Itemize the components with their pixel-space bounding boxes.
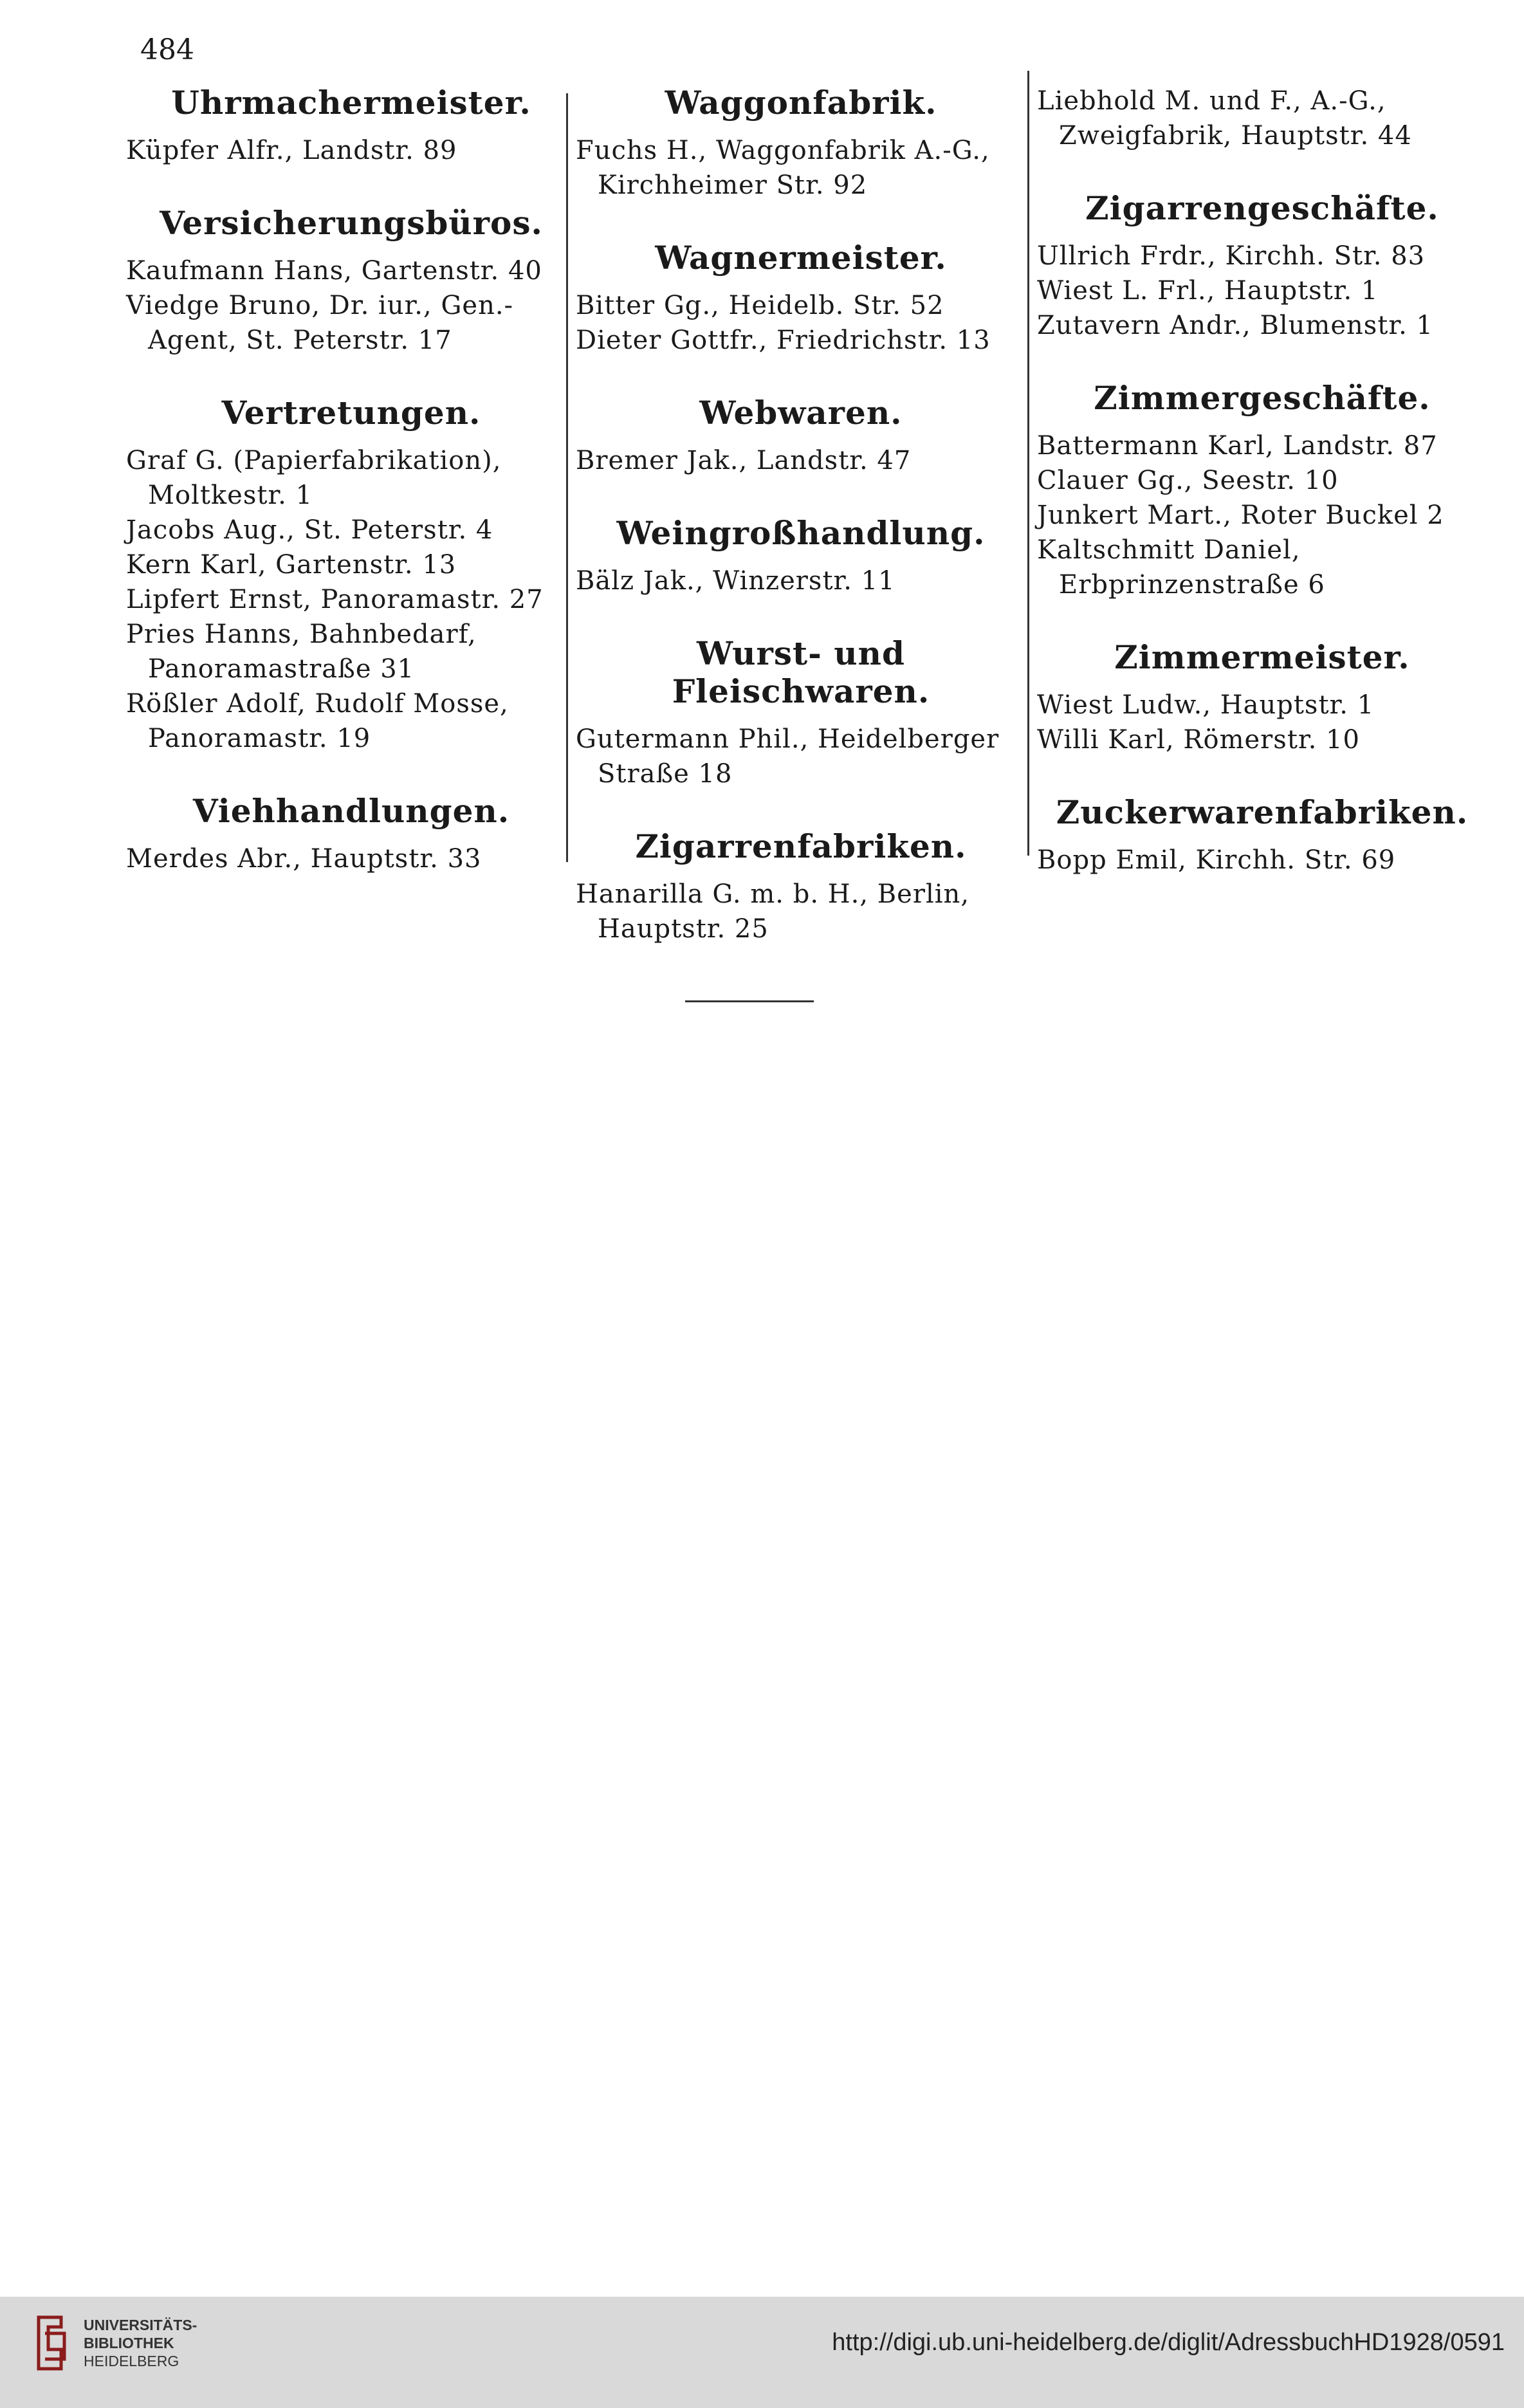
- column-3: [1037, 84, 1487, 914]
- directory-section: [1037, 189, 1487, 343]
- directory-entry: Clauer Gg., Seestr. 10: [1037, 466, 1339, 495]
- directory-section: [126, 792, 576, 876]
- section-heading: Weingroßhandlung.: [616, 514, 986, 552]
- directory-section: [1037, 379, 1487, 602]
- section-heading: Wurst- und Fleischwaren.: [672, 634, 930, 710]
- footer-bar: [0, 2297, 1524, 2408]
- directory-entry: Bremer Jak., Landstr. 47: [576, 446, 912, 475]
- directory-entry: Pries Hanns, Bahnbedarf, Panoramastraße 31: [126, 620, 477, 684]
- directory-entry: Merdes Abr., Hauptstr. 33: [126, 844, 482, 874]
- directory-entry: Bitter Gg., Heidelb. Str. 52: [576, 291, 944, 320]
- directory-entry: Willi Karl, Römerstr. 10: [1037, 725, 1360, 755]
- directory-entry: Bopp Emil, Kirchh. Str. 69: [1037, 845, 1396, 875]
- directory-entry: Wiest Ludw., Hauptstr. 1: [1037, 690, 1375, 720]
- directory-section: [576, 239, 1026, 358]
- section-heading: Webwaren.: [699, 394, 903, 432]
- directory-section: [126, 204, 576, 358]
- logo-line-2: BIBLIOTHEK: [84, 2335, 174, 2351]
- ub-heidelberg-logo-icon: [32, 2311, 71, 2375]
- directory-section: [126, 84, 576, 168]
- section-heading: Vertretungen.: [221, 394, 481, 432]
- directory-entry: Hanarilla G. m. b. H., Berlin, Hauptstr. 25: [576, 879, 970, 944]
- directory-section: [576, 634, 1026, 791]
- page-number: 484: [140, 33, 194, 66]
- directory-entry: Dieter Gottfr., Friedrichstr. 13: [576, 326, 991, 355]
- directory-entry: Küpfer Alfr., Landstr. 89: [126, 136, 457, 165]
- directory-section: [1037, 793, 1487, 878]
- directory-entry: Rößler Adolf, Rudolf Mosse, Panoramastr. 19: [126, 689, 509, 753]
- directory-entry: Fuchs H., Waggonfabrik A.-G., Kirchheimer Str. 92: [576, 136, 990, 200]
- directory-entry: Jacobs Aug., St. Peterstr. 4: [126, 515, 493, 545]
- directory-section: [1037, 84, 1487, 153]
- section-heading: Uhrmachermeister.: [171, 84, 531, 122]
- section-heading: Viehhandlungen.: [192, 792, 510, 830]
- directory-entry: Wiest L. Frl., Hauptstr. 1: [1037, 276, 1379, 306]
- section-heading: Zigarrenfabriken.: [635, 827, 967, 865]
- directory-section: [576, 827, 1026, 946]
- directory-section: [576, 394, 1026, 478]
- directory-entry: Junkert Mart., Roter Buckel 2: [1037, 501, 1444, 530]
- end-rule: [685, 1000, 814, 1002]
- directory-entry: Bälz Jak., Winzerstr. 11: [576, 566, 895, 596]
- directory-section: [1037, 638, 1487, 757]
- directory-section: [126, 394, 576, 756]
- directory-section: [576, 514, 1026, 598]
- section-heading: Zuckerwarenfabriken.: [1056, 793, 1469, 831]
- directory-entry: Kaufmann Hans, Gartenstr. 40: [126, 256, 542, 286]
- directory-entry: Gutermann Phil., Heidelberger Straße 18: [576, 724, 1000, 789]
- directory-entry: Ullrich Frdr., Kirchh. Str. 83: [1037, 241, 1426, 271]
- directory-entry: Kern Karl, Gartenstr. 13: [126, 550, 457, 580]
- directory-entry: Lipfert Ernst, Panoramastr. 27: [126, 585, 544, 614]
- section-heading: Zigarrengeschäfte.: [1085, 189, 1439, 227]
- directory-section: [576, 84, 1026, 203]
- directory-entry: Battermann Karl, Landstr. 87: [1037, 431, 1438, 461]
- section-heading: Versicherungsbüros.: [160, 204, 543, 242]
- directory-entry: Kaltschmitt Daniel, Erbprinzenstraße 6: [1037, 535, 1325, 600]
- column-1: [126, 84, 576, 912]
- logo-line-1: UNIVERSITÄTS-: [84, 2317, 197, 2333]
- source-url[interactable]: http://digi.ub.uni-heidelberg.de/diglit/AdressbuchHD1928/0591: [832, 2329, 1505, 2356]
- directory-entry: Zutavern Andr., Blumenstr. 1: [1037, 311, 1433, 340]
- section-heading: Wagnermeister.: [655, 239, 947, 277]
- column-2: [576, 84, 1026, 982]
- logo-line-3: HEIDELBERG: [84, 2353, 179, 2369]
- section-heading: Zimmermeister.: [1114, 638, 1410, 676]
- directory-entry: Graf G. (Papierfabrikation), Moltkestr. 1: [126, 446, 502, 510]
- section-heading: Zimmergeschäfte.: [1094, 379, 1431, 417]
- directory-entry: Viedge Bruno, Dr. iur., Gen.-Agent, St. Peterstr. 17: [126, 291, 514, 355]
- library-logo-text: [84, 2316, 197, 2370]
- section-heading: Waggonfabrik.: [665, 84, 937, 122]
- column-divider: [1027, 71, 1029, 856]
- directory-entry: Liebhold M. und F., A.-G., Zweigfabrik, Hauptstr. 44: [1037, 86, 1412, 151]
